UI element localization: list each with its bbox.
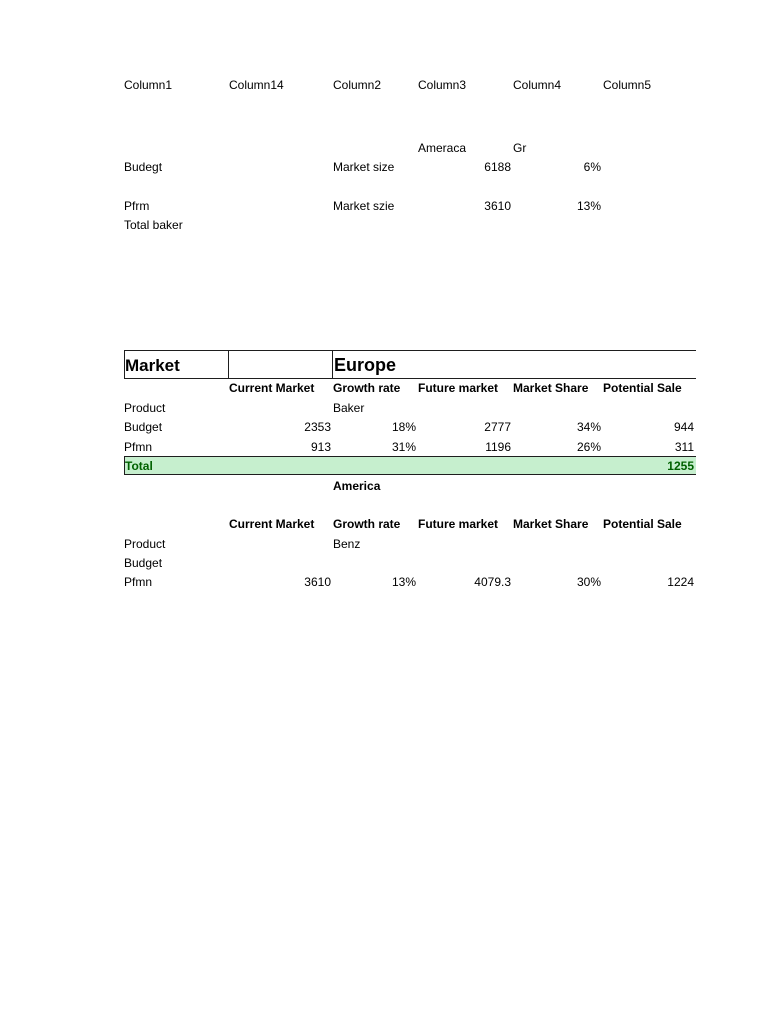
header-column2: Column2	[333, 78, 382, 92]
col-header-growth-rate: Growth rate	[333, 517, 401, 531]
summary-region-label: Ameraca	[418, 141, 467, 155]
cell-potential-sale: 1224	[667, 575, 694, 589]
cell-future-market: 4079.3	[474, 575, 511, 589]
product-label: Product	[124, 401, 166, 415]
cell-growth-rate: 31%	[391, 440, 416, 454]
header-column4: Column4	[513, 78, 562, 92]
summary-row-metric: Market szie	[333, 199, 395, 213]
market-title: Market	[125, 356, 180, 375]
summary-row-value: 6188	[484, 160, 511, 174]
product-name: Benz	[333, 537, 361, 551]
summary-row-label: Budegt	[124, 160, 163, 174]
table-row-label: Pfmn	[124, 575, 153, 589]
col-header-current-market: Current Market	[229, 381, 315, 395]
cell-future-market: 2777	[484, 420, 511, 434]
market-header-band	[124, 350, 696, 379]
summary-row-label: Pfrm	[124, 199, 150, 213]
cell-growth-rate: 18%	[391, 420, 416, 434]
col-header-growth-rate: Growth rate	[333, 381, 401, 395]
region-title-america: America	[333, 479, 381, 493]
cell-current-market: 913	[310, 440, 331, 454]
header-column1: Column1	[124, 78, 173, 92]
summary-row-growth: 6%	[583, 160, 601, 174]
summary-row-growth: 13%	[576, 199, 601, 213]
cell-market-share: 30%	[576, 575, 601, 589]
market-cell-border	[332, 350, 333, 379]
header-column5: Column5	[603, 78, 652, 92]
cell-potential-sale: 944	[673, 420, 694, 434]
col-header-future-market: Future market	[418, 517, 499, 531]
summary-total-label: Total baker	[124, 218, 183, 232]
summary-growth-label: Gr	[513, 141, 527, 155]
market-cell-border	[228, 350, 229, 379]
region-title-europe: Europe	[334, 355, 397, 375]
cell-potential-sale: 311	[674, 440, 694, 454]
cell-market-share: 26%	[576, 440, 601, 454]
cell-future-market: 1196	[485, 440, 511, 454]
table-row-label: Budget	[124, 556, 163, 570]
col-header-future-market: Future market	[418, 381, 499, 395]
col-header-market-share: Market Share	[513, 381, 589, 395]
summary-row-value: 3610	[484, 199, 511, 213]
col-header-current-market: Current Market	[229, 517, 315, 531]
table-row-label: Pfmn	[124, 440, 153, 454]
total-value: 1255	[667, 459, 694, 473]
product-label: Product	[124, 537, 166, 551]
summary-row-metric: Market size	[333, 160, 395, 174]
col-header-potential-sale: Potential Sale	[603, 381, 682, 395]
product-name: Baker	[333, 401, 365, 415]
header-column14: Column14	[229, 78, 284, 92]
total-label: Total	[125, 459, 153, 473]
cell-market-share: 34%	[576, 420, 601, 434]
header-column3: Column3	[418, 78, 467, 92]
col-header-market-share: Market Share	[513, 517, 589, 531]
col-header-potential-sale: Potential Sale	[603, 517, 682, 531]
cell-current-market: 2353	[304, 420, 331, 434]
cell-growth-rate: 13%	[391, 575, 416, 589]
cell-current-market: 3610	[304, 575, 331, 589]
table-row-label: Budget	[124, 420, 163, 434]
